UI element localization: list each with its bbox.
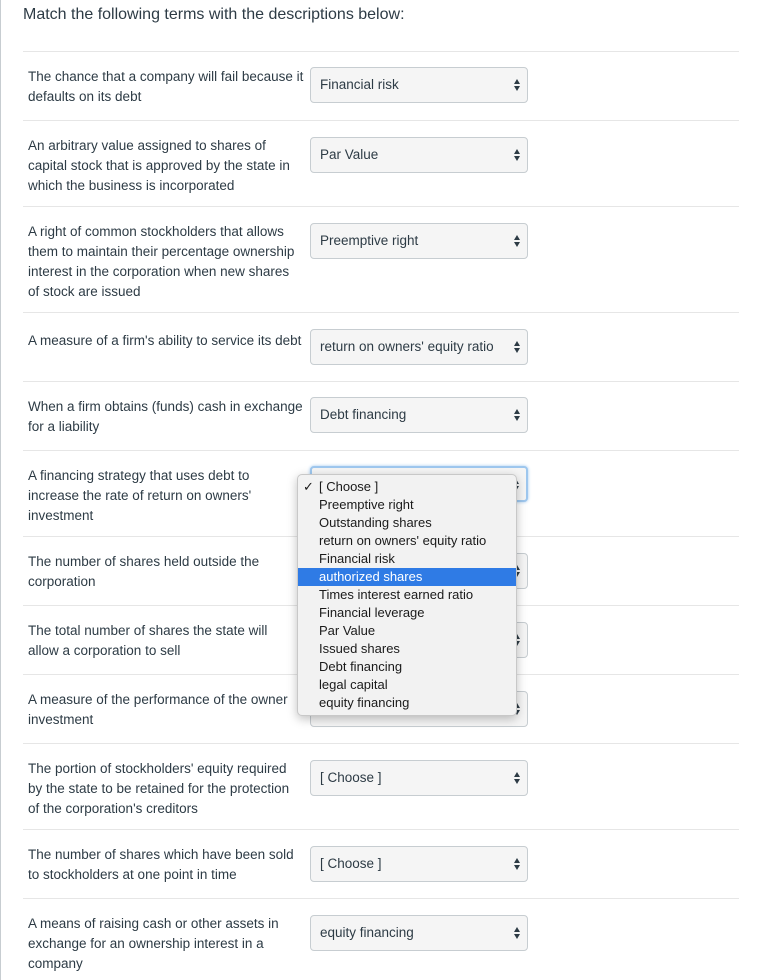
term-description-line: A measure of a firm's ability to service its debt <box>28 333 302 348</box>
term-description-line: which the business is incorporated <box>28 178 235 193</box>
term-description-line: exchange for an ownership interest in a <box>28 936 264 951</box>
row-separator <box>23 312 739 313</box>
term-description <box>28 914 310 974</box>
select-arrows-icon <box>514 341 521 353</box>
row-separator <box>23 450 739 451</box>
answer-select-value: Debt financing <box>320 407 407 422</box>
answer-select[interactable] <box>310 329 528 365</box>
answer-select-value: return on owners' equity ratio <box>320 339 494 354</box>
answer-select-value: [ Choose ] <box>320 770 382 785</box>
term-description-line: of the corporation's creditors <box>28 801 198 816</box>
dropdown-option[interactable] <box>298 496 516 514</box>
answer-select[interactable] <box>310 67 528 103</box>
open-dropdown-list[interactable] <box>297 474 517 716</box>
term-description <box>28 621 310 661</box>
dropdown-option-label: authorized shares <box>319 569 423 584</box>
select-arrows-icon <box>514 858 521 870</box>
dropdown-option[interactable] <box>298 622 516 640</box>
dropdown-option-label: equity financing <box>319 695 410 710</box>
answer-select[interactable] <box>310 137 528 173</box>
row-separator <box>23 829 739 830</box>
dropdown-option[interactable] <box>298 568 516 586</box>
dropdown-option[interactable] <box>298 586 516 604</box>
row-separator <box>23 120 739 121</box>
dropdown-option[interactable] <box>298 604 516 622</box>
term-description-line: The number of shares held outside the <box>28 554 260 569</box>
term-description-line: allow a corporation to sell <box>28 643 181 658</box>
dropdown-option-label: Times interest earned ratio <box>319 587 474 602</box>
term-description <box>28 331 310 351</box>
term-description <box>28 845 310 885</box>
term-description <box>28 397 310 437</box>
term-description-line: corporation <box>28 574 96 589</box>
dropdown-option-label: Debt financing <box>319 659 403 674</box>
term-description-line: interest in the corporation when new shares <box>28 264 290 279</box>
dropdown-option-label: return on owners' equity ratio <box>319 533 487 548</box>
answer-select-value: Par Value <box>320 147 379 162</box>
term-description-line: company <box>28 956 83 971</box>
question-instructions: Match the following terms with the descriptions below: <box>23 6 405 23</box>
dropdown-option[interactable] <box>298 478 516 496</box>
term-description-line: The portion of stockholders' equity required <box>28 761 287 776</box>
term-description-line: When a firm obtains (funds) cash in exchange <box>28 399 303 414</box>
dropdown-option[interactable] <box>298 694 516 712</box>
answer-select[interactable] <box>310 397 528 433</box>
select-arrows-icon <box>514 409 521 421</box>
term-description <box>28 759 310 819</box>
answer-select[interactable] <box>310 846 528 882</box>
term-description-line: by the state to be retained for the protection <box>28 781 290 796</box>
dropdown-option-label: Par Value <box>319 623 376 638</box>
term-description <box>28 136 310 196</box>
term-description-line: investment <box>28 508 94 523</box>
term-description-line: of stock are issued <box>28 284 141 299</box>
dropdown-option[interactable] <box>298 676 516 694</box>
answer-select-value: [ Choose ] <box>320 856 382 871</box>
term-description-line: investment <box>28 712 94 727</box>
term-description-line: The number of shares which have been sold <box>28 847 294 862</box>
row-separator <box>23 206 739 207</box>
term-description <box>28 552 310 592</box>
term-description-line: A means of raising cash or other assets in <box>28 916 279 931</box>
answer-select[interactable] <box>310 915 528 951</box>
dropdown-option[interactable] <box>298 532 516 550</box>
answer-select[interactable] <box>310 223 528 259</box>
term-description-line: A measure of the performance of the owner <box>28 692 288 707</box>
row-separator <box>23 381 739 382</box>
term-description-line: An arbitrary value assigned to shares of <box>28 138 266 153</box>
dropdown-option-label: Outstanding shares <box>319 515 432 530</box>
term-description-line: The total number of shares the state will <box>28 623 268 638</box>
select-arrows-icon <box>514 149 521 161</box>
dropdown-option[interactable] <box>298 514 516 532</box>
dropdown-option-label: [ Choose ] <box>319 479 379 494</box>
term-description-line: defaults on its debt <box>28 89 142 104</box>
dropdown-option-label: legal capital <box>319 677 388 692</box>
term-description-line: them to maintain their percentage ownership <box>28 244 295 259</box>
page-left-border <box>0 0 1 980</box>
dropdown-option[interactable] <box>298 550 516 568</box>
term-description-line: increase the rate of return on owners' <box>28 488 252 503</box>
answer-select[interactable] <box>310 760 528 796</box>
dropdown-option[interactable] <box>298 658 516 676</box>
answer-select-value: Financial risk <box>320 77 399 92</box>
dropdown-option[interactable] <box>298 640 516 658</box>
select-arrows-icon <box>514 927 521 939</box>
select-arrows-icon <box>514 79 521 91</box>
answer-select-value: Preemptive right <box>320 233 419 248</box>
select-arrows-icon <box>514 235 521 247</box>
term-description <box>28 67 310 107</box>
term-description-line: A financing strategy that uses debt to <box>28 468 250 483</box>
term-description <box>28 222 310 302</box>
dropdown-option-label: Preemptive right <box>319 497 414 512</box>
term-description-line: capital stock that is approved by the state in <box>28 158 290 173</box>
checkmark-icon: ✓ <box>303 479 314 494</box>
answer-select-value: equity financing <box>320 925 414 940</box>
term-description-line: to stockholders at one point in time <box>28 867 237 882</box>
term-description-line: for a liability <box>28 419 100 434</box>
term-description-line: A right of common stockholders that allows <box>28 224 284 239</box>
dropdown-option-label: Financial leverage <box>319 605 425 620</box>
select-arrows-icon <box>514 772 521 784</box>
term-description <box>28 690 310 730</box>
row-separator <box>23 743 739 744</box>
dropdown-option-label: Issued shares <box>319 641 400 656</box>
term-description <box>28 466 310 526</box>
dropdown-option-label: Financial risk <box>319 551 395 566</box>
term-description-line: The chance that a company will fail because it <box>28 69 304 84</box>
row-separator <box>23 898 739 899</box>
row-separator <box>23 51 739 52</box>
